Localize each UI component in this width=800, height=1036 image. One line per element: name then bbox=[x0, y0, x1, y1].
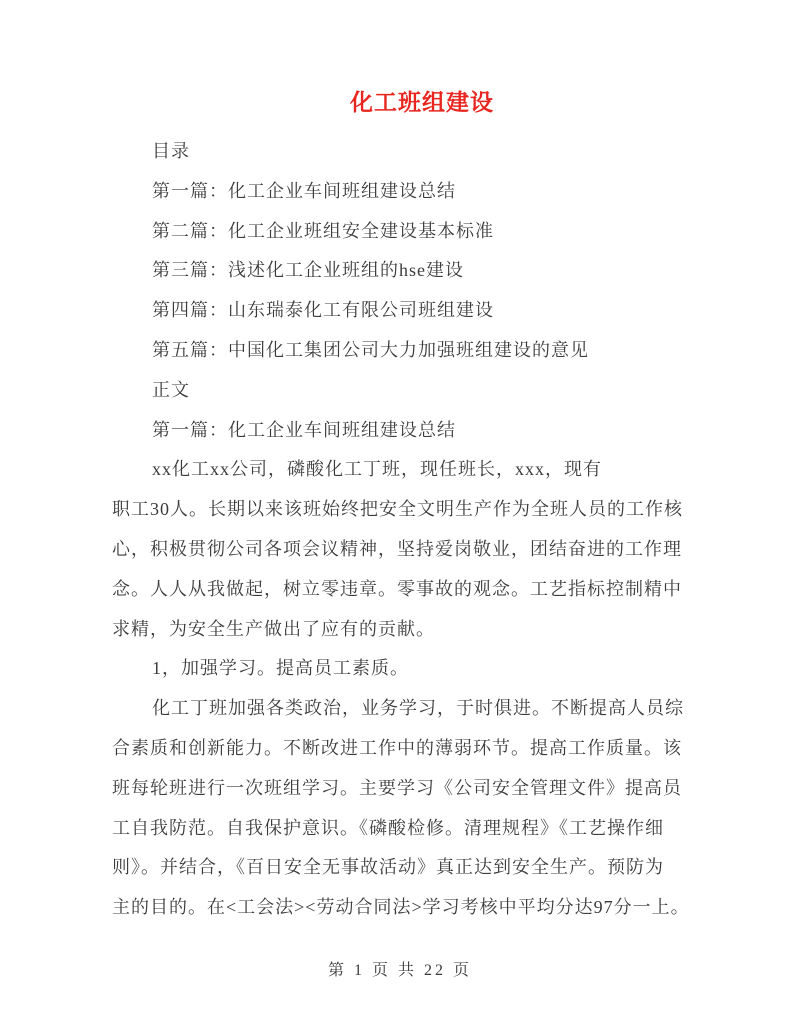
text-line: 念。人人从我做起，树立零违章。零事故的观念。工艺指标控制精中 bbox=[112, 578, 682, 599]
text-line: 化工丁班加强各类政治，业务学习，于时俱进。不断提高人员综 bbox=[152, 698, 684, 719]
text-line: 目录 bbox=[152, 141, 190, 161]
text-line: 合素质和创新能力。不断改进工作中的薄弱环节。提高工作质量。该 bbox=[112, 737, 682, 758]
text-line: xx化工xx公司，磷酸化工丁班，现任班长，xxx，现有 bbox=[152, 459, 602, 480]
text-line: 则》。并结合，《百日安全无事故活动》真正达到安全生产。预防为 bbox=[112, 857, 664, 878]
document-title: 化工班组建设 bbox=[350, 90, 494, 115]
text-line: 求精，为安全生产做出了应有的贡献。 bbox=[112, 618, 435, 639]
text-line: 第四篇：山东瑞泰化工有限公司班组建设 bbox=[152, 300, 494, 321]
text-line: 第五篇：中国化工集团公司大力加强班组建设的意见 bbox=[152, 339, 589, 360]
document-body bbox=[112, 132, 692, 928]
text-line: 工自我防范。自我保护意识。《磷酸检修。清理规程》《工艺操作细 bbox=[112, 817, 664, 838]
text-line: 第一篇：化工企业车间班组建设总结 bbox=[152, 419, 456, 440]
text-line: 心，积极贯彻公司各项会议精神，坚持爱岗敬业，团结奋进的工作理 bbox=[112, 538, 682, 559]
text-line: 第二篇：化工企业班组安全建设基本标准 bbox=[152, 220, 494, 241]
text-line: 第三篇：浅述化工企业班组的hse建设 bbox=[152, 260, 464, 281]
text-line: 主的目的。在<工会法><劳动合同法>学习考核中平均分达97分一上。 bbox=[112, 897, 690, 918]
text-line: 班每轮班进行一次班组学习。主要学习《公司安全管理文件》提高员 bbox=[112, 777, 682, 798]
text-line: 1，加强学习。提高员工素质。 bbox=[152, 658, 409, 679]
text-line: 正文 bbox=[152, 379, 190, 400]
text-line: 第一篇：化工企业车间班组建设总结 bbox=[152, 180, 456, 201]
page-number: 第 1 页 共 22 页 bbox=[327, 962, 472, 979]
text-line: 职工30人。长期以来该班始终把安全文明生产作为全班人员的工作核 bbox=[112, 499, 683, 520]
